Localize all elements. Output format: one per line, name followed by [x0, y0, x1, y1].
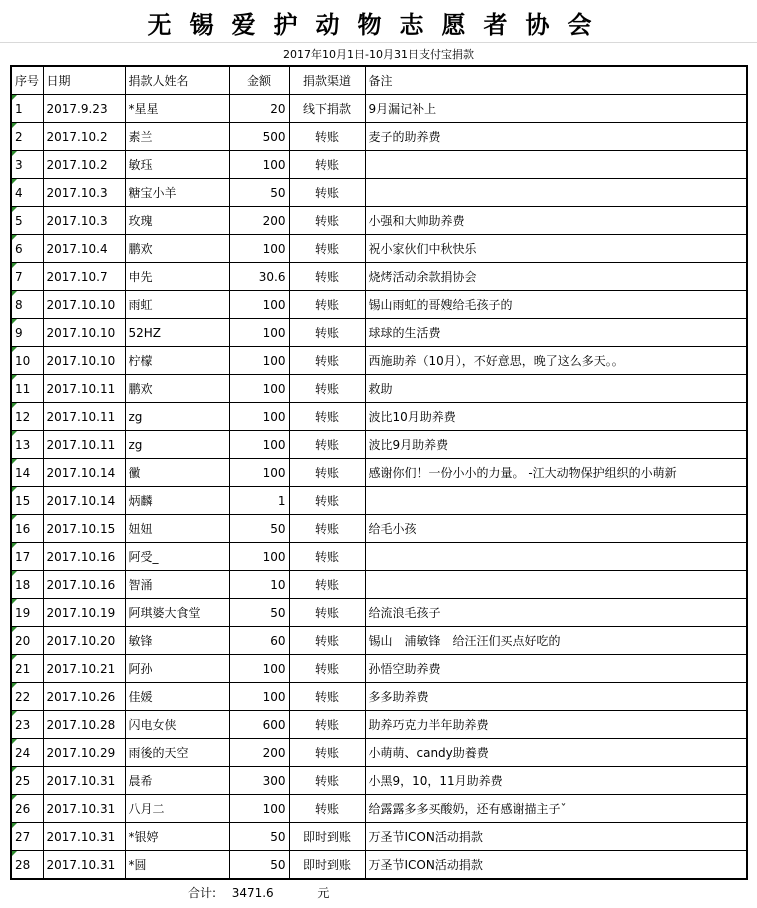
cell-channel[interactable]: 转账 [289, 739, 365, 767]
cell-amount[interactable]: 50 [229, 179, 289, 207]
cell-seq[interactable]: 28 [11, 851, 43, 880]
cell-donor[interactable]: 雨後的天空 [125, 739, 229, 767]
cell-seq[interactable]: 9 [11, 319, 43, 347]
cell-date[interactable]: 2017.10.29 [43, 739, 125, 767]
cell-amount[interactable]: 20 [229, 95, 289, 123]
cell-channel[interactable]: 线下捐款 [289, 95, 365, 123]
cell-date[interactable]: 2017.10.3 [43, 179, 125, 207]
cell-note[interactable]: 救助 [365, 375, 747, 403]
cell-note[interactable]: 小萌萌、candy助養费 [365, 739, 747, 767]
cell-note[interactable]: 波比10月助养费 [365, 403, 747, 431]
cell-date[interactable]: 2017.10.19 [43, 599, 125, 627]
cell-date[interactable]: 2017.10.28 [43, 711, 125, 739]
cell-donor[interactable]: 敏珏 [125, 151, 229, 179]
cell-channel[interactable]: 即时到账 [289, 851, 365, 880]
cell-seq[interactable]: 8 [11, 291, 43, 319]
cell-note[interactable]: 孙悟空助养费 [365, 655, 747, 683]
cell-date[interactable]: 2017.9.23 [43, 95, 125, 123]
table-row [11, 291, 747, 319]
cell-note[interactable]: 万圣节ICON活动捐款 [365, 851, 747, 880]
cell-donor[interactable]: 素兰 [125, 123, 229, 151]
cell-note[interactable] [365, 487, 747, 515]
cell-note[interactable]: 9月漏记补上 [365, 95, 747, 123]
cell-channel[interactable]: 转账 [289, 151, 365, 179]
cell-note[interactable]: 西施助养（10月），不好意思，晚了这么多天。。 [365, 347, 747, 375]
table-row [11, 375, 747, 403]
cell-channel[interactable]: 转账 [289, 319, 365, 347]
cell-donor[interactable]: 敏锋 [125, 627, 229, 655]
cell-channel[interactable]: 转账 [289, 543, 365, 571]
table-row [11, 459, 747, 487]
cell-date[interactable]: 2017.10.2 [43, 151, 125, 179]
cell-note[interactable]: 球球的生活费 [365, 319, 747, 347]
cell-channel[interactable]: 转账 [289, 179, 365, 207]
cell-seq[interactable]: 18 [11, 571, 43, 599]
table-row [11, 571, 747, 599]
cell-amount[interactable]: 100 [229, 347, 289, 375]
cell-note[interactable]: 烧烤活动余款捐协会 [365, 263, 747, 291]
cell-amount[interactable]: 100 [229, 319, 289, 347]
total-label: 合计: [188, 886, 217, 900]
cell-amount[interactable]: 100 [229, 459, 289, 487]
table-row [11, 123, 747, 151]
cell-date[interactable]: 2017.10.31 [43, 767, 125, 795]
cell-date[interactable]: 2017.10.10 [43, 291, 125, 319]
cell-note[interactable]: 感谢你们！一份小小的力量。 -江大动物保护组织的小萌新 [365, 459, 747, 487]
cell-seq[interactable]: 5 [11, 207, 43, 235]
cell-date[interactable]: 2017.10.15 [43, 515, 125, 543]
header-amount[interactable]: 金额 [229, 66, 289, 95]
table-row [11, 711, 747, 739]
table-row [11, 627, 747, 655]
cell-amount[interactable]: 50 [229, 823, 289, 851]
cell-date[interactable]: 2017.10.11 [43, 375, 125, 403]
cell-seq[interactable]: 20 [11, 627, 43, 655]
cell-donor[interactable]: 鹏欢 [125, 375, 229, 403]
cell-channel[interactable]: 转账 [289, 599, 365, 627]
cell-amount[interactable]: 1 [229, 487, 289, 515]
cell-channel[interactable]: 转账 [289, 123, 365, 151]
cell-date[interactable]: 2017.10.3 [43, 207, 125, 235]
cell-date[interactable]: 2017.10.21 [43, 655, 125, 683]
cell-donor[interactable]: 阿孙 [125, 655, 229, 683]
cell-donor[interactable]: *圆 [125, 851, 229, 880]
cell-donor[interactable]: 晨希 [125, 767, 229, 795]
header-seq[interactable]: 序号 [11, 66, 43, 95]
table-row [11, 543, 747, 571]
cell-seq[interactable]: 22 [11, 683, 43, 711]
cell-note[interactable]: 给流浪毛孩子 [365, 599, 747, 627]
cell-seq[interactable]: 19 [11, 599, 43, 627]
cell-amount[interactable]: 100 [229, 431, 289, 459]
cell-seq[interactable]: 13 [11, 431, 43, 459]
cell-date[interactable]: 2017.10.16 [43, 543, 125, 571]
table-row [11, 431, 747, 459]
table-row [11, 795, 747, 823]
header-date[interactable]: 日期 [43, 66, 125, 95]
cell-amount[interactable]: 100 [229, 655, 289, 683]
cell-seq[interactable]: 17 [11, 543, 43, 571]
cell-seq[interactable]: 15 [11, 487, 43, 515]
cell-seq[interactable]: 12 [11, 403, 43, 431]
header-channel[interactable]: 捐款渠道 [289, 66, 365, 95]
cell-amount[interactable]: 200 [229, 739, 289, 767]
cell-note[interactable] [365, 571, 747, 599]
donation-table [10, 65, 748, 880]
cell-amount[interactable]: 100 [229, 235, 289, 263]
cell-channel[interactable]: 转账 [289, 515, 365, 543]
cell-donor[interactable]: *星星 [125, 95, 229, 123]
table-row [11, 263, 747, 291]
cell-seq[interactable]: 2 [11, 123, 43, 151]
table-row [11, 235, 747, 263]
table-row [11, 403, 747, 431]
table-row [11, 487, 747, 515]
cell-donor[interactable]: 八月二 [125, 795, 229, 823]
cell-channel[interactable]: 转账 [289, 291, 365, 319]
cell-amount[interactable]: 50 [229, 851, 289, 880]
table-row [11, 851, 747, 880]
cell-amount[interactable]: 100 [229, 291, 289, 319]
cell-date[interactable]: 2017.10.10 [43, 347, 125, 375]
table-row [11, 515, 747, 543]
table-row [11, 739, 747, 767]
table-row [11, 95, 747, 123]
cell-date[interactable]: 2017.10.4 [43, 235, 125, 263]
sheet-gridline [0, 42, 757, 43]
cell-amount[interactable]: 60 [229, 627, 289, 655]
cell-channel[interactable]: 即时到账 [289, 823, 365, 851]
cell-date[interactable]: 2017.10.2 [43, 123, 125, 151]
cell-note[interactable]: 万圣节ICON活动捐款 [365, 823, 747, 851]
cell-note[interactable]: 麦子的助养费 [365, 123, 747, 151]
cell-amount[interactable]: 600 [229, 711, 289, 739]
table-row [11, 347, 747, 375]
table-row [11, 151, 747, 179]
cell-note[interactable]: 锡山雨虹的哥嫂给毛孩子的 [365, 291, 747, 319]
cell-seq[interactable]: 6 [11, 235, 43, 263]
table-row [11, 823, 747, 851]
cell-channel[interactable]: 转账 [289, 375, 365, 403]
cell-note[interactable]: 波比9月助养费 [365, 431, 747, 459]
cell-channel[interactable]: 转账 [289, 711, 365, 739]
cell-donor[interactable]: 黴 [125, 459, 229, 487]
cell-seq[interactable]: 7 [11, 263, 43, 291]
header-note[interactable]: 备注 [365, 66, 747, 95]
cell-seq[interactable]: 10 [11, 347, 43, 375]
cell-note[interactable]: 给露露多多买酸奶，还有感谢描主子ˇ [365, 795, 747, 823]
cell-donor[interactable]: 鹏欢 [125, 235, 229, 263]
cell-amount[interactable]: 50 [229, 515, 289, 543]
cell-channel[interactable]: 转账 [289, 207, 365, 235]
cell-date[interactable]: 2017.10.14 [43, 487, 125, 515]
table-row [11, 767, 747, 795]
cell-donor[interactable]: 玫瑰 [125, 207, 229, 235]
cell-date[interactable]: 2017.10.31 [43, 823, 125, 851]
table-row [11, 319, 747, 347]
cell-note[interactable]: 祝小家伙们中秋快乐 [365, 235, 747, 263]
cell-date[interactable]: 2017.10.26 [43, 683, 125, 711]
cell-date[interactable]: 2017.10.31 [43, 851, 125, 880]
cell-seq[interactable]: 4 [11, 179, 43, 207]
cell-date[interactable]: 2017.10.16 [43, 571, 125, 599]
cell-date[interactable]: 2017.10.7 [43, 263, 125, 291]
cell-seq[interactable]: 25 [11, 767, 43, 795]
cell-donor[interactable]: zg [125, 431, 229, 459]
cell-seq[interactable]: 23 [11, 711, 43, 739]
page-subtitle: 2017年10月1日-10月31日支付宝捐款 [283, 48, 474, 61]
cell-donor[interactable]: zg [125, 403, 229, 431]
cell-channel[interactable]: 转账 [289, 347, 365, 375]
cell-note[interactable]: 助养巧克力半年助养费 [365, 711, 747, 739]
table-row [11, 683, 747, 711]
table-row [11, 179, 747, 207]
cell-note[interactable] [365, 543, 747, 571]
cell-note[interactable] [365, 179, 747, 207]
cell-seq[interactable]: 26 [11, 795, 43, 823]
cell-amount[interactable]: 100 [229, 683, 289, 711]
cell-amount[interactable]: 100 [229, 151, 289, 179]
cell-date[interactable]: 2017.10.14 [43, 459, 125, 487]
cell-donor[interactable]: 阿琪婆大食堂 [125, 599, 229, 627]
cell-channel[interactable]: 转账 [289, 767, 365, 795]
cell-channel[interactable]: 转账 [289, 263, 365, 291]
cell-amount[interactable]: 30.6 [229, 263, 289, 291]
cell-donor[interactable]: *银婷 [125, 823, 229, 851]
cell-channel[interactable]: 转账 [289, 571, 365, 599]
cell-channel[interactable]: 转账 [289, 403, 365, 431]
cell-channel[interactable]: 转账 [289, 459, 365, 487]
table-header-row [11, 66, 747, 95]
cell-seq[interactable]: 27 [11, 823, 43, 851]
cell-note[interactable]: 锡山 浦敏锋 给汪汪们买点好吃的 [365, 627, 747, 655]
cell-amount[interactable]: 50 [229, 599, 289, 627]
cell-amount[interactable]: 100 [229, 543, 289, 571]
cell-amount[interactable]: 100 [229, 375, 289, 403]
cell-channel[interactable]: 转账 [289, 431, 365, 459]
cell-channel[interactable]: 转账 [289, 627, 365, 655]
cell-donor[interactable]: 佳媛 [125, 683, 229, 711]
cell-amount[interactable]: 200 [229, 207, 289, 235]
cell-note[interactable]: 多多助养费 [365, 683, 747, 711]
cell-donor[interactable]: 糖宝小羊 [125, 179, 229, 207]
cell-amount[interactable]: 10 [229, 571, 289, 599]
cell-donor[interactable]: 妞妞 [125, 515, 229, 543]
cell-date[interactable]: 2017.10.31 [43, 795, 125, 823]
cell-seq[interactable]: 1 [11, 95, 43, 123]
cell-date[interactable]: 2017.10.11 [43, 431, 125, 459]
cell-amount[interactable]: 100 [229, 795, 289, 823]
cell-seq[interactable]: 21 [11, 655, 43, 683]
cell-seq[interactable]: 14 [11, 459, 43, 487]
table-row [11, 599, 747, 627]
cell-seq[interactable]: 16 [11, 515, 43, 543]
cell-amount[interactable]: 100 [229, 403, 289, 431]
total-line [188, 884, 329, 902]
cell-note[interactable]: 给毛小孩 [365, 515, 747, 543]
cell-donor[interactable]: 炳麟 [125, 487, 229, 515]
cell-seq[interactable]: 24 [11, 739, 43, 767]
cell-seq[interactable]: 3 [11, 151, 43, 179]
header-donor[interactable]: 捐款人姓名 [125, 66, 229, 95]
cell-channel[interactable]: 转账 [289, 487, 365, 515]
table-row [11, 207, 747, 235]
cell-note[interactable]: 小强和大帅助养费 [365, 207, 747, 235]
cell-donor[interactable]: 闪电女侠 [125, 711, 229, 739]
total-unit: 元 [317, 886, 330, 900]
cell-donor[interactable]: 柠檬 [125, 347, 229, 375]
cell-channel[interactable]: 转账 [289, 655, 365, 683]
table-row [11, 655, 747, 683]
cell-channel[interactable]: 转账 [289, 683, 365, 711]
total-value: 3471.6 [231, 886, 274, 900]
cell-donor[interactable]: 雨虹 [125, 291, 229, 319]
cell-note[interactable] [365, 151, 747, 179]
cell-donor[interactable]: 申先 [125, 263, 229, 291]
cell-note[interactable]: 小黑9，10，11月助养费 [365, 767, 747, 795]
cell-seq[interactable]: 11 [11, 375, 43, 403]
cell-date[interactable]: 2017.10.10 [43, 319, 125, 347]
cell-amount[interactable]: 500 [229, 123, 289, 151]
page-title: 无锡爱护动物志愿者协会 [147, 10, 610, 39]
cell-donor[interactable]: 阿受_ [125, 543, 229, 571]
cell-donor[interactable]: 智涌 [125, 571, 229, 599]
cell-date[interactable]: 2017.10.20 [43, 627, 125, 655]
cell-channel[interactable]: 转账 [289, 795, 365, 823]
cell-amount[interactable]: 300 [229, 767, 289, 795]
cell-donor[interactable]: 52HZ [125, 319, 229, 347]
cell-date[interactable]: 2017.10.11 [43, 403, 125, 431]
cell-channel[interactable]: 转账 [289, 235, 365, 263]
